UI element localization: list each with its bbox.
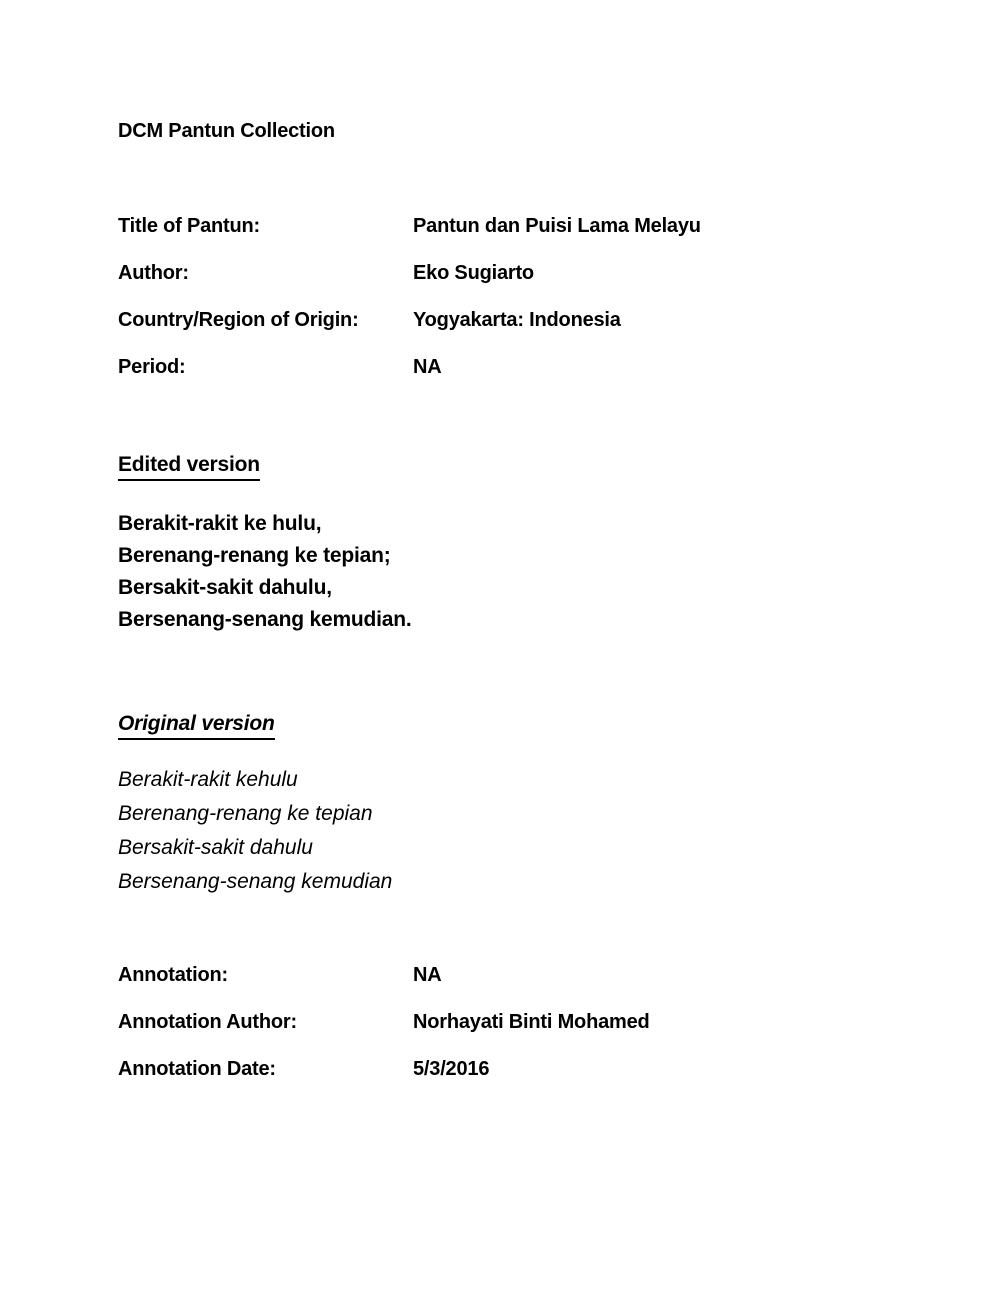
original-poem-line: Bersenang-senang kemudian — [118, 870, 393, 893]
original-version-heading-text: Original version — [118, 711, 275, 740]
annotation-author-label: Annotation Author: — [118, 1011, 297, 1033]
annotation-author-row — [118, 1010, 940, 1034]
metadata-row-title — [118, 214, 940, 238]
edited-version-heading-text: Edited version — [118, 452, 260, 481]
metadata-label-origin: Country/Region of Origin: — [118, 309, 359, 331]
document-title: DCM Pantun Collection — [118, 120, 335, 142]
metadata-value-author: Eko Sugiarto — [413, 262, 534, 284]
annotation-date-row — [118, 1057, 940, 1081]
annotation-metadata — [118, 963, 940, 1081]
original-poem-line: Berakit-rakit kehulu — [118, 768, 298, 791]
metadata-label-author: Author: — [118, 262, 189, 284]
metadata-row-author — [118, 261, 940, 285]
pantun-metadata — [118, 214, 940, 379]
metadata-row-period — [118, 355, 940, 379]
edited-version-poem — [118, 508, 940, 636]
edited-poem-line: Bersenang-senang kemudian. — [118, 608, 412, 631]
metadata-label-title: Title of Pantun: — [118, 215, 260, 237]
original-version-heading — [118, 711, 940, 740]
annotation-label: Annotation: — [118, 964, 228, 986]
annotation-author-value: Norhayati Binti Mohamed — [413, 1011, 650, 1033]
annotation-date-label: Annotation Date: — [118, 1058, 276, 1080]
annotation-row — [118, 963, 940, 987]
edited-poem-line: Berakit-rakit ke hulu, — [118, 512, 322, 535]
annotation-date-value: 5/3/2016 — [413, 1058, 490, 1080]
metadata-label-period: Period: — [118, 356, 186, 378]
edited-version-heading — [118, 452, 940, 481]
original-poem-line: Bersakit-sakit dahulu — [118, 836, 313, 859]
edited-poem-line: Bersakit-sakit dahulu, — [118, 576, 332, 599]
metadata-value-origin: Yogyakarta: Indonesia — [413, 309, 621, 331]
metadata-row-origin — [118, 308, 940, 332]
metadata-value-title: Pantun dan Puisi Lama Melayu — [413, 215, 701, 237]
original-version-poem — [118, 763, 940, 899]
edited-poem-line: Berenang-renang ke tepian; — [118, 544, 391, 567]
annotation-value: NA — [413, 964, 442, 986]
original-poem-line: Berenang-renang ke tepian — [118, 802, 373, 825]
metadata-value-period: NA — [413, 356, 442, 378]
